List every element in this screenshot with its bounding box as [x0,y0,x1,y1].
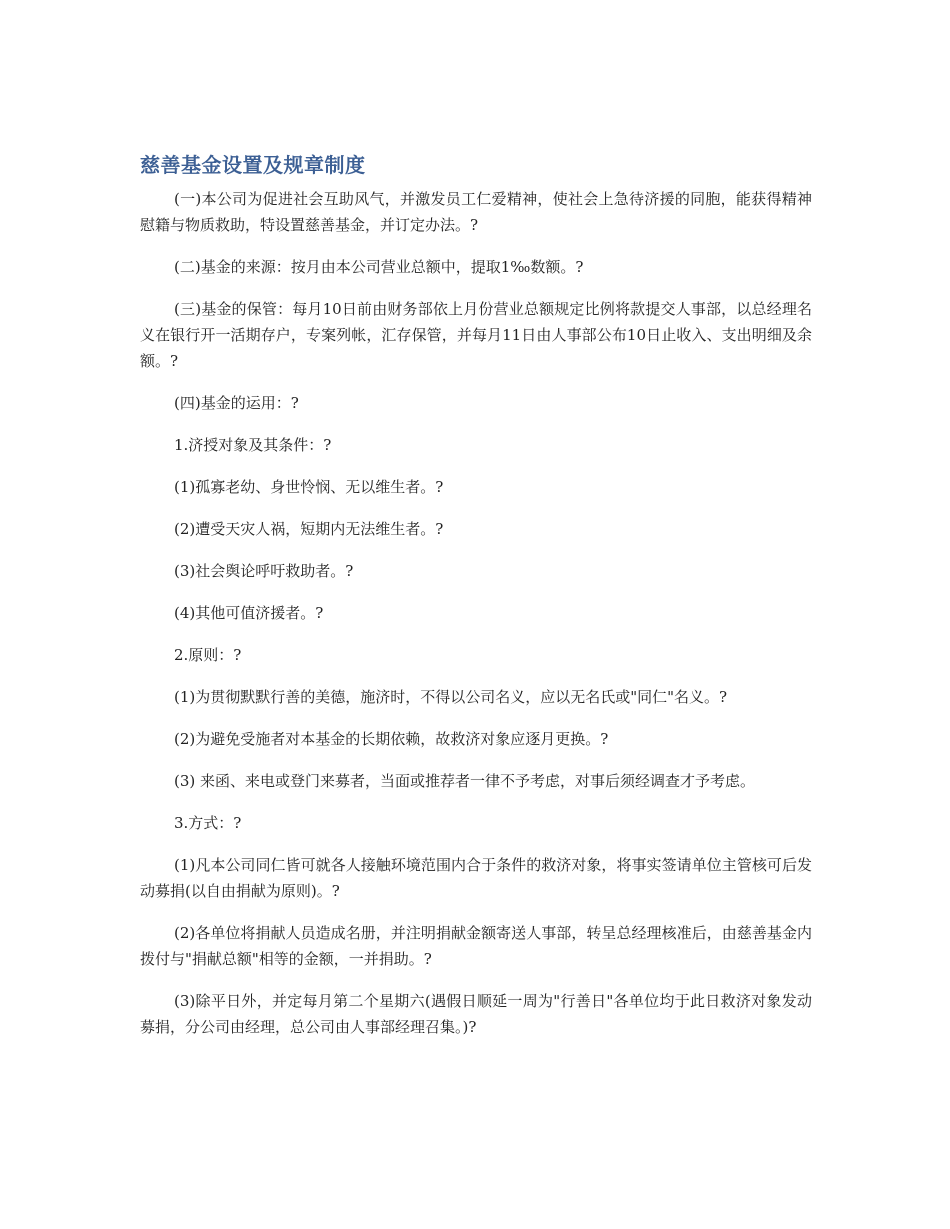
paragraph-11: (1)为贯彻默默行善的美德，施济时，不得以公司名义，应以无名氏或"同仁"名义。? [174,688,728,706]
paragraph-8: (3)社会舆论呼吁救助者。? [174,562,354,580]
paragraph-2: (二)基金的来源：按月由本公司营业总额中，提取1‰数额。? [174,258,584,276]
document-title: 慈善基金设置及规章制度 [140,153,366,177]
paragraph-6: (1)孤寡老幼、身世怜悯、无以维生者。? [174,478,444,496]
paragraph-10: 2.原则：? [174,646,242,664]
paragraph-13: (3) 来函、来电或登门来募者，当面或推荐者一律不予考虑，对事后须经调查才予考虑。 [174,772,756,790]
paragraph-5: 1.济授对象及其条件：? [174,436,332,454]
paragraph-14: 3.方式：? [174,814,242,832]
paragraph-1: (一)本公司为促进社会互助风气，并激发员工仁爱精神，使社会上急待济援的同胞，能获得精神慰籍与物质救助，特设置慈善基金，并订定办法。? [140,190,812,234]
paragraph-17: (3)除平日外，并定每月第二个星期六(遇假日顺延一周为"行善日"各单位均于此日救济对象发动募捐，分公司由经理，总公司由人事部经理召集。)? [140,992,812,1036]
paragraph-7: (2)遭受天灾人祸，短期内无法维生者。? [174,520,444,538]
paragraph-16: (2)各单位将捐献人员造成名册，并注明捐献金额寄送人事部，转呈总经理核准后，由慈善基金内拨付与"捐献总额"相等的金额，一并捐助。? [140,924,812,968]
paragraph-4: (四)基金的运用：? [174,394,299,412]
paragraph-12: (2)为避免受施者对本基金的长期依赖，故救济对象应逐月更换。? [174,730,609,748]
paragraph-15: (1)凡本公司同仁皆可就各人接触环境范围内合于条件的救济对象，将事实签请单位主管核可后发动募捐(以自由捐献为原则)。? [140,856,812,900]
paragraph-3: (三)基金的保管：每月10日前由财务部依上月份营业总额规定比例将款提交人事部，以总经理名义在银行开一活期存户，专案列帐，汇存保管，并每月11日由人事部公布10日止收入、支出明细及余额。? [140,300,812,370]
paragraph-9: (4)其他可值济援者。? [174,604,324,622]
document-page [140,150,812,1056]
